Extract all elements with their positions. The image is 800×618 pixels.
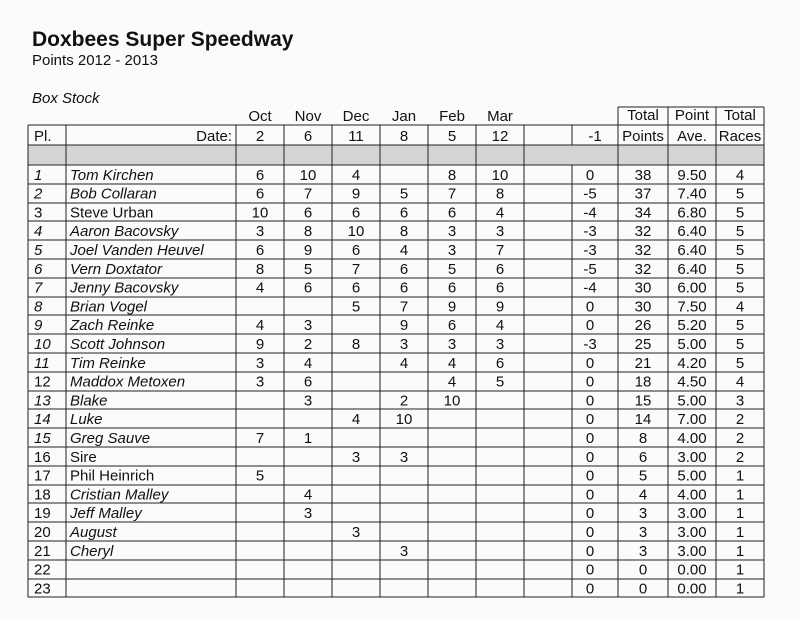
row-place: 20 (34, 524, 51, 541)
row-driver-name: Cheryl (70, 542, 114, 560)
row-total-points: 3 (638, 505, 648, 523)
row-adjustment: -3 (583, 336, 597, 353)
row-adjustment: 0 (585, 411, 595, 429)
row-total-points: 6 (638, 448, 648, 466)
row-place: 19 (34, 505, 51, 523)
row-adjustment: 0 (585, 354, 595, 372)
row-score: 4 (447, 373, 457, 391)
row-total-points: 14 (634, 411, 652, 429)
row-total-races: 1 (735, 524, 745, 541)
row-adjustment: 0 (585, 317, 595, 335)
column-group-label: Point (674, 107, 710, 124)
row-place: 23 (34, 580, 51, 598)
row-point-average: 3.00 (677, 524, 707, 541)
separator-band (28, 145, 764, 165)
row-point-average: 5.00 (677, 336, 707, 353)
column-header: 12 (491, 128, 509, 145)
row-adjustment: -3 (583, 242, 597, 259)
row-total-points: 8 (638, 430, 648, 447)
row-score: 2 (303, 336, 313, 353)
row-total-points: 37 (634, 185, 652, 203)
row-point-average: 5.00 (677, 392, 707, 410)
row-adjustment: 0 (585, 542, 595, 560)
row-score: 1 (303, 430, 313, 447)
month-label: Jan (391, 108, 417, 125)
row-score: 7 (351, 260, 361, 278)
column-header: 5 (447, 128, 457, 145)
row-total-points: 21 (634, 354, 652, 372)
row-score: 10 (347, 223, 365, 241)
row-score: 4 (495, 204, 505, 222)
row-total-races: 1 (735, 561, 745, 579)
row-place: 4 (34, 223, 43, 241)
row-score: 3 (447, 242, 457, 259)
row-total-races: 2 (735, 448, 745, 466)
row-total-races: 5 (735, 185, 745, 203)
row-score: 3 (399, 336, 409, 353)
row-score: 10 (491, 166, 509, 184)
row-score: 8 (255, 260, 265, 278)
row-total-races: 5 (735, 317, 745, 335)
row-place: 15 (34, 430, 51, 447)
row-total-points: 3 (638, 524, 648, 541)
row-point-average: 7.40 (677, 185, 707, 203)
row-total-points: 0 (638, 561, 648, 579)
row-point-average: 4.20 (677, 354, 707, 372)
row-score: 6 (351, 204, 361, 222)
row-score: 8 (351, 336, 361, 353)
row-total-points: 4 (638, 486, 648, 504)
row-total-points: 18 (634, 373, 652, 391)
row-total-points: 34 (634, 204, 652, 222)
row-score: 7 (303, 185, 313, 203)
row-score: 6 (495, 279, 505, 297)
row-adjustment: 0 (585, 580, 595, 598)
row-driver-name: Brian Vogel (70, 298, 147, 316)
row-adjustment: 0 (585, 505, 595, 523)
column-header: 11 (348, 128, 364, 145)
row-score: 9 (399, 317, 409, 335)
row-score: 3 (495, 223, 505, 241)
column-group-label: Total (627, 107, 659, 124)
row-point-average: 4.00 (677, 430, 707, 447)
row-score: 6 (255, 242, 265, 259)
row-place: 3 (34, 204, 43, 222)
row-score: 10 (299, 166, 317, 184)
row-score: 9 (351, 185, 361, 203)
row-score: 3 (495, 336, 505, 353)
row-place: 6 (34, 260, 43, 278)
row-point-average: 3.00 (677, 448, 707, 466)
row-score: 4 (255, 317, 265, 335)
row-place: 16 (34, 448, 51, 466)
row-score: 4 (399, 354, 409, 372)
row-driver-name: Vern Doxtator (70, 260, 162, 278)
row-score: 5 (303, 260, 313, 278)
row-driver-name: Greg Sauve (70, 430, 151, 447)
row-total-points: 38 (634, 166, 652, 184)
row-score: 7 (399, 298, 409, 316)
row-place: 13 (34, 392, 51, 410)
row-score: 4 (447, 354, 457, 372)
row-score: 10 (395, 411, 413, 429)
row-point-average: 0.00 (677, 561, 707, 579)
row-adjustment: 0 (585, 561, 595, 579)
row-score: 6 (351, 242, 361, 259)
row-score: 6 (447, 204, 457, 222)
row-score: 6 (399, 279, 409, 297)
row-score: 3 (303, 317, 313, 335)
row-score: 6 (303, 204, 313, 222)
row-score: 4 (495, 317, 505, 335)
row-adjustment: 0 (585, 486, 595, 504)
row-adjustment: -5 (583, 260, 597, 278)
row-point-average: 3.00 (677, 505, 707, 523)
row-place: 18 (34, 486, 51, 504)
row-score: 4 (303, 354, 313, 372)
row-adjustment: -4 (583, 204, 597, 222)
row-adjustment: 0 (585, 430, 595, 447)
row-point-average: 9.50 (677, 166, 707, 184)
row-total-races: 5 (735, 204, 745, 222)
row-score: 6 (447, 279, 457, 297)
row-place: 2 (34, 185, 43, 203)
row-place: 14 (34, 411, 51, 429)
row-point-average: 6.00 (677, 279, 707, 297)
row-total-points: 15 (634, 392, 652, 410)
row-total-points: 26 (634, 317, 652, 335)
row-score: 6 (447, 317, 457, 335)
row-point-average: 5.20 (677, 317, 707, 335)
row-driver-name: Tim Reinke (70, 354, 146, 372)
row-score: 8 (447, 166, 457, 184)
row-point-average: 6.40 (677, 223, 707, 241)
row-total-races: 1 (735, 505, 745, 523)
row-driver-name: Joel Vanden Heuvel (70, 242, 204, 259)
month-label: Nov (294, 108, 322, 125)
row-point-average: 0.00 (677, 580, 707, 598)
row-score: 9 (447, 298, 457, 316)
row-driver-name: Scott Johnson (70, 336, 166, 353)
row-total-points: 3 (638, 542, 648, 560)
class-label: Box Stock (32, 90, 100, 107)
row-total-points: 32 (634, 242, 652, 259)
row-score: 3 (351, 448, 361, 466)
row-score: 9 (495, 298, 505, 316)
row-driver-name: Maddox Metoxen (70, 373, 186, 391)
row-total-races: 4 (735, 166, 745, 184)
row-score: 9 (255, 336, 265, 353)
row-driver-name: Blake (70, 392, 108, 410)
row-adjustment: 0 (585, 392, 595, 410)
column-header: 8 (399, 128, 409, 145)
row-total-races: 1 (735, 467, 745, 485)
row-score: 6 (351, 279, 361, 297)
row-total-points: 25 (634, 336, 652, 353)
row-score: 5 (447, 260, 457, 278)
row-score: 6 (303, 279, 313, 297)
month-label: Feb (439, 108, 465, 125)
row-total-races: 4 (735, 373, 745, 391)
row-score: 8 (303, 223, 313, 241)
row-adjustment: 0 (585, 298, 595, 316)
column-header: -1 (588, 128, 602, 145)
row-point-average: 7.50 (677, 298, 707, 316)
row-point-average: 6.40 (677, 260, 707, 278)
row-score: 7 (495, 242, 505, 259)
row-total-points: 30 (634, 279, 652, 297)
row-place: 17 (34, 467, 51, 485)
row-point-average: 6.40 (677, 242, 707, 259)
row-score: 3 (303, 392, 313, 410)
row-point-average: 3.00 (677, 542, 707, 560)
row-score: 4 (303, 486, 313, 504)
column-header: Points (622, 128, 664, 145)
row-score: 3 (255, 373, 265, 391)
row-score: 3 (255, 223, 265, 241)
row-driver-name: Jeff Malley (70, 505, 142, 523)
row-score: 3 (351, 524, 361, 541)
row-score: 5 (351, 298, 361, 316)
column-group-label: Total (724, 107, 756, 124)
row-score: 5 (399, 185, 409, 203)
row-point-average: 6.80 (677, 204, 707, 222)
row-place: 10 (34, 336, 51, 353)
row-adjustment: 0 (585, 467, 595, 485)
row-adjustment: -3 (583, 223, 597, 241)
row-driver-name: August (70, 524, 117, 541)
row-total-races: 2 (735, 411, 745, 429)
row-score: 9 (303, 242, 313, 259)
row-driver-name: Bob Collaran (70, 185, 157, 203)
row-adjustment: 0 (585, 373, 595, 391)
page-subtitle: Points 2012 - 2013 (32, 52, 158, 69)
row-place: 8 (34, 298, 43, 316)
row-total-races: 1 (735, 486, 745, 504)
row-score: 3 (399, 448, 409, 466)
month-label: Oct (248, 108, 272, 125)
row-score: 8 (399, 223, 409, 241)
row-total-races: 5 (735, 354, 745, 372)
row-total-races: 3 (735, 392, 745, 410)
row-total-races: 4 (735, 298, 745, 316)
row-adjustment: 0 (585, 524, 595, 541)
row-total-races: 5 (735, 260, 745, 278)
row-score: 6 (399, 204, 409, 222)
row-score: 4 (351, 411, 361, 429)
row-score: 2 (399, 392, 409, 410)
column-header: 2 (255, 128, 265, 145)
row-total-points: 0 (638, 580, 648, 598)
row-point-average: 7.00 (677, 411, 707, 429)
row-score: 4 (399, 242, 409, 259)
row-place: 22 (34, 561, 51, 579)
row-driver-name: Tom Kirchen (70, 166, 154, 184)
row-point-average: 5.00 (677, 467, 707, 485)
row-score: 3 (447, 223, 457, 241)
row-score: 3 (399, 542, 409, 560)
row-driver-name: Cristian Malley (70, 486, 169, 504)
row-place: 5 (34, 242, 43, 259)
row-score: 6 (495, 260, 505, 278)
row-total-points: 32 (634, 223, 652, 241)
row-total-races: 5 (735, 242, 745, 259)
row-point-average: 4.00 (677, 486, 707, 504)
row-driver-name: Zach Reinke (70, 317, 155, 335)
row-total-races: 5 (735, 336, 745, 353)
row-score: 6 (495, 354, 505, 372)
row-point-average: 4.50 (677, 373, 707, 391)
row-score: 7 (255, 430, 265, 447)
row-place: 11 (34, 354, 50, 372)
row-total-races: 5 (735, 279, 745, 297)
row-score: 3 (303, 505, 313, 523)
row-adjustment: 0 (585, 448, 595, 466)
row-score: 6 (255, 166, 265, 184)
column-header-pl: Pl. (34, 128, 52, 145)
row-score: 6 (255, 185, 265, 203)
row-driver-name: Luke (70, 411, 103, 429)
row-driver-name: Phil Heinrich (70, 467, 155, 485)
row-score: 4 (351, 166, 361, 184)
row-adjustment: -4 (583, 279, 597, 297)
row-place: 9 (34, 317, 43, 335)
row-place: 21 (34, 542, 51, 560)
row-adjustment: 0 (585, 166, 595, 184)
row-place: 7 (34, 279, 43, 297)
column-header: Ave. (677, 128, 707, 145)
column-header: Races (718, 128, 762, 145)
row-score: 7 (447, 185, 457, 203)
row-driver-name: Steve Urban (70, 204, 154, 222)
row-total-points: 30 (634, 298, 652, 316)
row-driver-name: Sire (70, 448, 97, 466)
row-score: 8 (495, 185, 505, 203)
row-score: 10 (251, 204, 269, 222)
row-place: 1 (34, 166, 43, 184)
row-driver-name: Jenny Bacovsky (70, 279, 179, 297)
row-adjustment: -5 (583, 185, 597, 203)
row-total-races: 2 (735, 430, 745, 447)
month-label: Dec (342, 108, 370, 125)
row-score: 10 (443, 392, 461, 410)
row-score: 5 (255, 467, 265, 485)
row-total-points: 32 (634, 260, 652, 278)
row-driver-name: Aaron Bacovsky (70, 223, 179, 241)
row-score: 6 (303, 373, 313, 391)
row-score: 5 (495, 373, 505, 391)
row-score: 3 (255, 354, 265, 372)
column-header: 6 (303, 128, 313, 145)
row-total-races: 1 (735, 580, 745, 598)
row-score: 6 (399, 260, 409, 278)
month-label: Mar (487, 108, 513, 125)
row-place: 12 (34, 373, 51, 391)
column-header-date: Date: (196, 128, 232, 145)
page-title: Doxbees Super Speedway (32, 28, 294, 51)
row-score: 3 (447, 336, 457, 353)
row-total-races: 5 (735, 223, 745, 241)
row-score: 4 (255, 279, 265, 297)
row-total-points: 5 (638, 467, 648, 485)
row-total-races: 1 (735, 542, 745, 560)
